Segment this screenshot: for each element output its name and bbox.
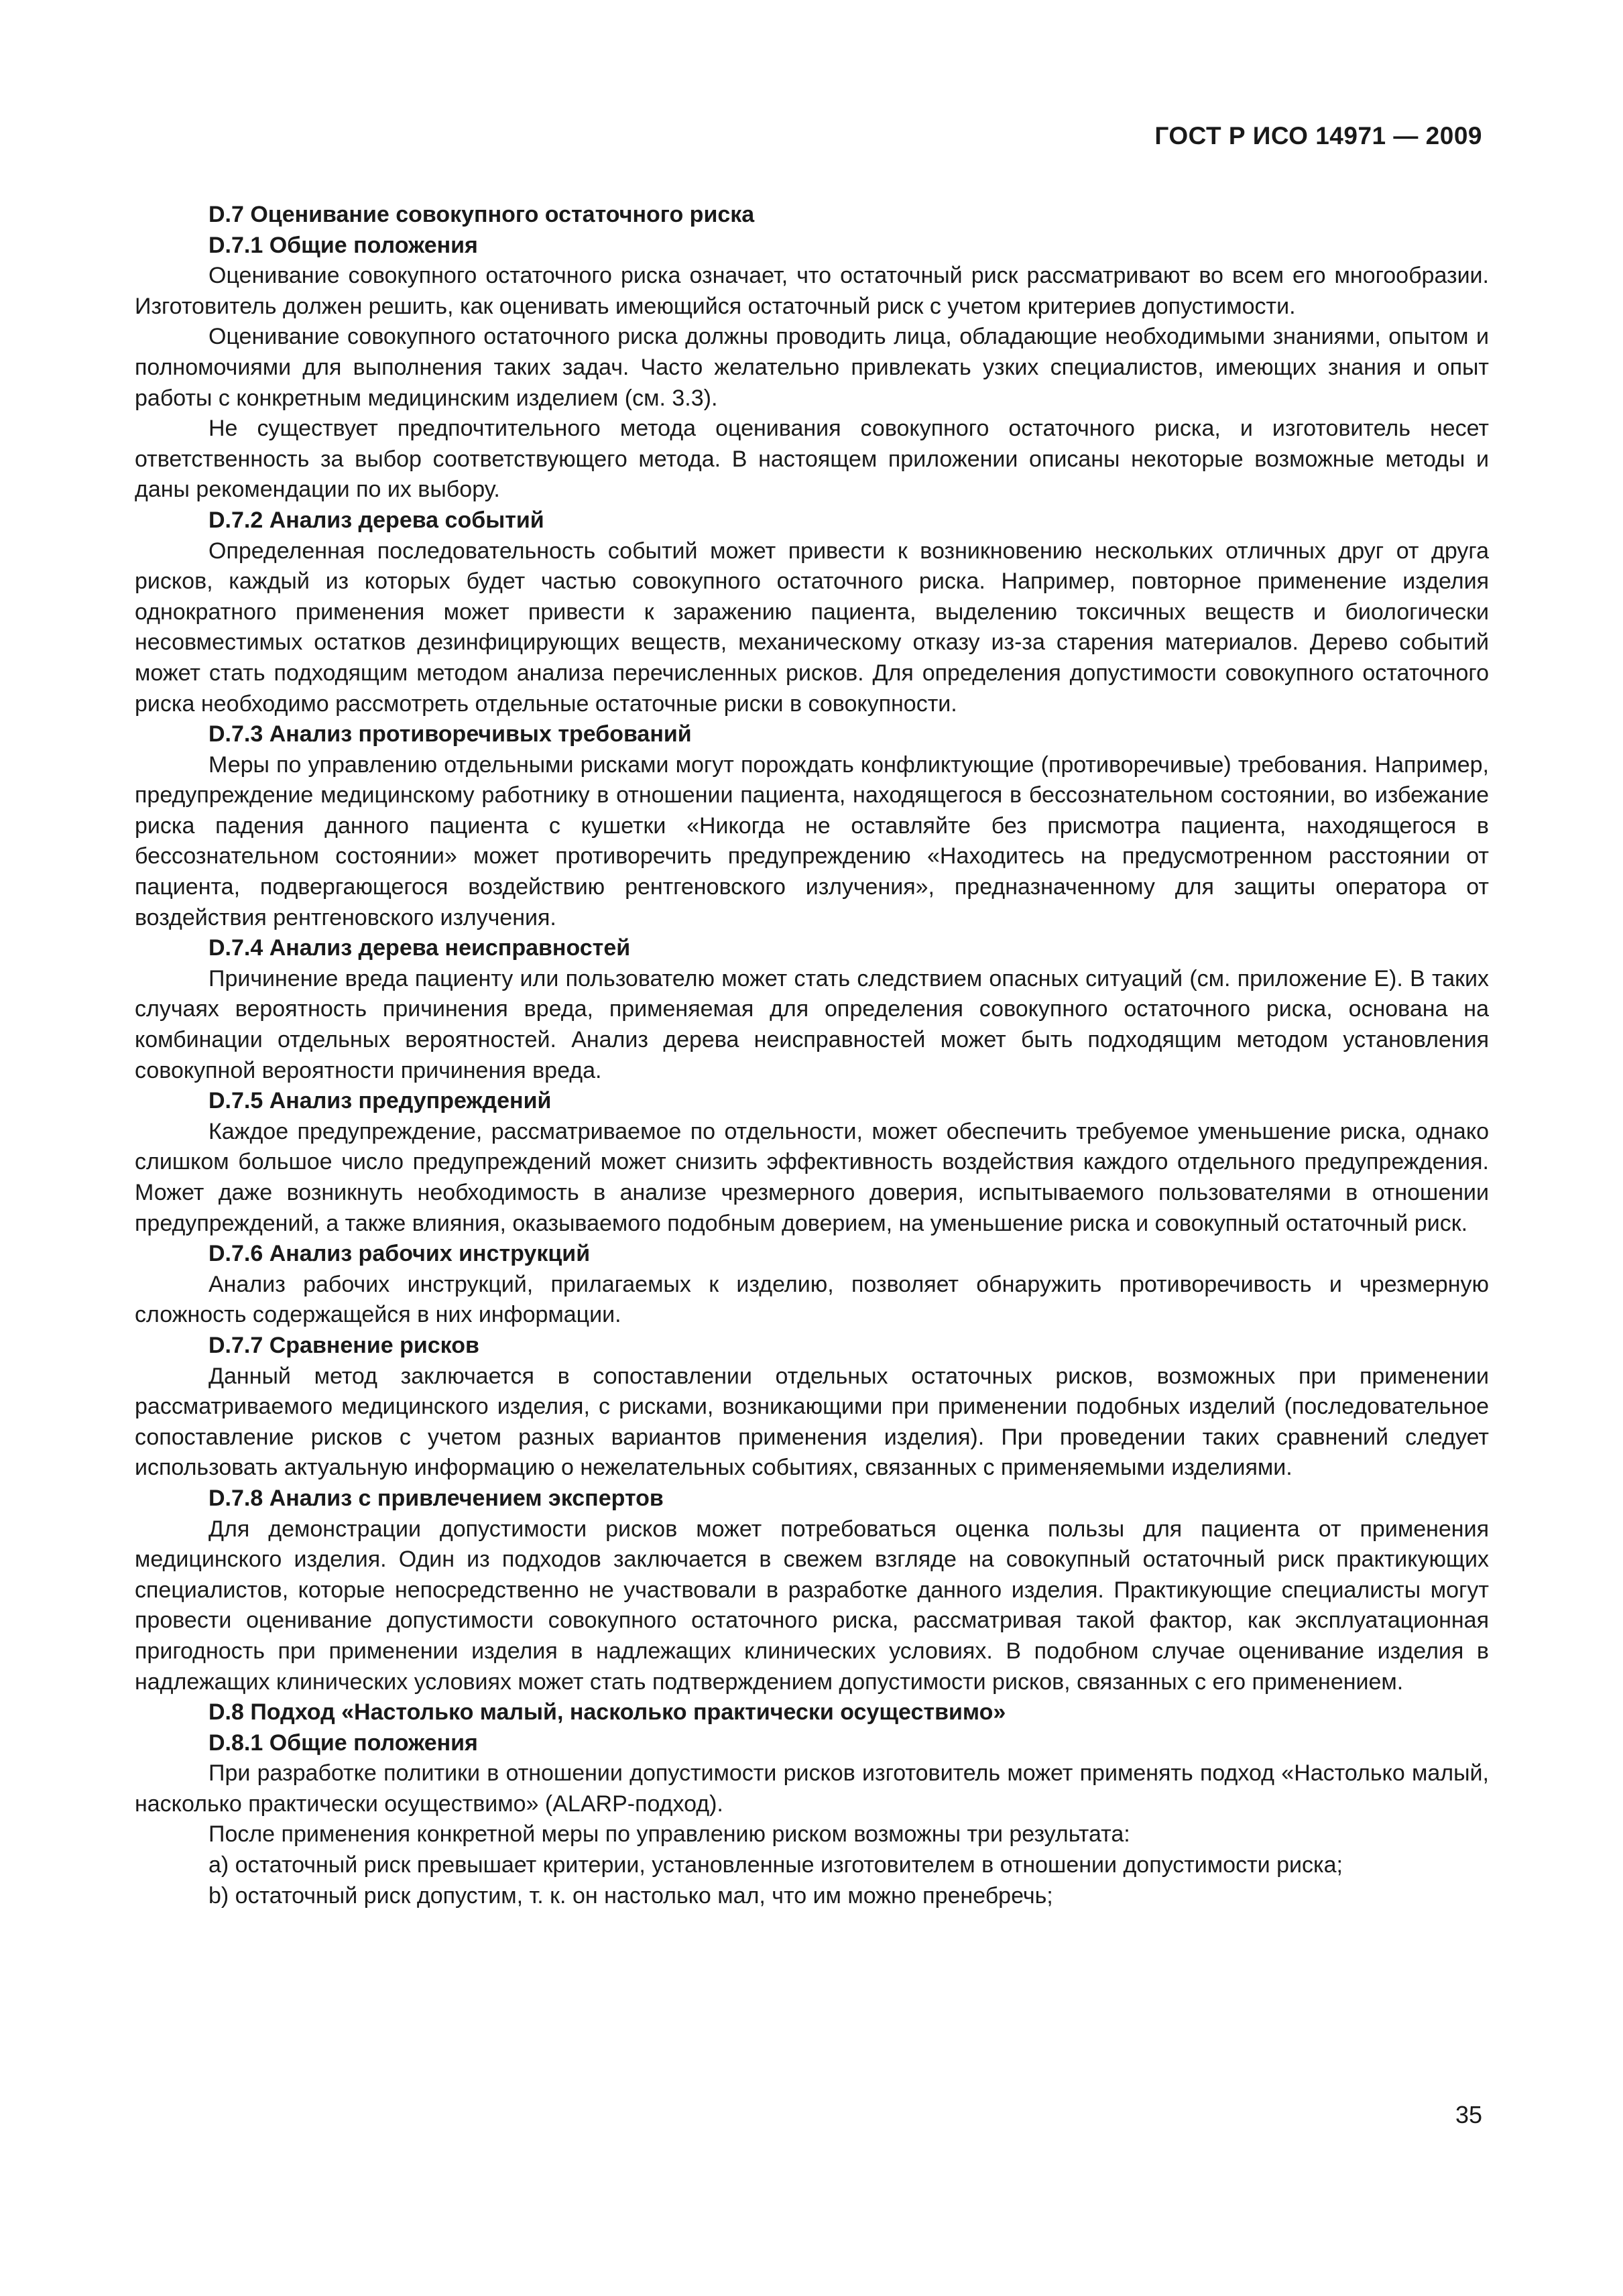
body-paragraph: При разработке политики в отношении допустимости рисков изготовитель может применять подход «Настолько малый, насколько практически осуществимо» (ALARP-подход). (135, 1760, 1489, 1817)
section-heading: D.7.5 Анализ предупреждений (208, 1088, 552, 1114)
body-paragraph: Анализ рабочих инструкций, прилагаемых к изделию, позволяет обнаружить противоречивость и чрезмерную сложность содержащейся в них информации. (135, 1271, 1489, 1328)
section-heading: D.7.7 Сравнение рисков (208, 1332, 479, 1358)
section-heading: D.7 Оценивание совокупного остаточного риска (208, 202, 755, 227)
section-heading: D.8 Подход «Настолько малый, насколько практически осуществимо» (208, 1699, 1006, 1726)
section-heading: D.7.3 Анализ противоречивых требований (208, 721, 692, 747)
body-paragraph: После применения конкретной меры по управлению риском возможны три результата: (208, 1821, 1130, 1848)
body-paragraph: Данный метод заключается в сопоставлении отдельных остаточных рисков, возможных при применении рассматриваемого медицинского изделия, с рисками, возникающими при применении подобных изделий (последовательное сопоставление рисков с учетом разных вариантов применения изделия). При проведении таких сравнений следует использовать актуальную информацию о нежелательных событиях, связанных с применяемыми изделиями. (135, 1363, 1489, 1481)
section-heading: D.8.1 Общие положения (208, 1730, 478, 1756)
section-heading: D.7.4 Анализ дерева неисправностей (208, 935, 631, 961)
document-body (135, 200, 1489, 1911)
body-paragraph: a) остаточный риск превышает критерии, установленные изготовителем в отношении допустимости риска; (208, 1852, 1343, 1878)
page-number: 35 (1455, 2101, 1482, 2128)
body-paragraph: Каждое предупреждение, рассматриваемое по отдельности, может обеспечить требуемое уменьшение риска, однако слишком большое число предупреждений может снизить эффективность воздействия каждого отдельного предупреждения. Может даже возникнуть необходимость в анализе чрезмерного доверия, испытываемого пользователями в отношении предупреждений, а также влияния, оказываемого подобным доверием, на уменьшение риска и совокупный остаточный риск. (135, 1118, 1489, 1236)
body-paragraph: b) остаточный риск допустим, т. к. он настолько мал, что им можно пренебречь; (208, 1882, 1053, 1909)
section-heading: D.7.2 Анализ дерева событий (208, 507, 544, 533)
body-paragraph: Определенная последовательность событий может привести к возникновению нескольких отличных друг от друга рисков, каждый из которых будет частью совокупного остаточного риска. Например, повторное применение изделия однократного применения может привести к заражению пациента, выделению токсичных веществ и биологически несовместимых остатков дезинфицирующих веществ, механическому отказу из-за старения материалов. Дерево событий может стать подходящим методом анализа перечисленных рисков. Для определения допустимости совокупного остаточного риска необходимо рассмотреть отдельные остаточные риски в совокупности. (135, 538, 1489, 717)
body-paragraph: Оценивание совокупного остаточного риска должны проводить лица, обладающие необходимыми знаниями, опытом и полномочиями для выполнения таких задач. Часто желательно привлекать узких специалистов, имеющих знания и опыт работы с конкретным медицинским изделием (см. 3.3). (135, 324, 1489, 411)
body-paragraph: Меры по управлению отдельными рисками могут порождать конфликтующие (противоречивые) требования. Например, предупреждение медицинскому работнику в отношении пациента, находящегося в бессознательном состоянии, во избежание риска падения данного пациента с кушетки «Никогда не оставляйте без присмотра пациента, находящегося в бессознательном состоянии» может противоречить предупреждению «Находитесь на предусмотренном расстоянии от пациента, подвергающегося воздействию рентгеновского излучения», предназначенному для защиты оператора от воздействия рентгеновского излучения. (135, 751, 1489, 930)
body-paragraph: Для демонстрации допустимости рисков может потребоваться оценка пользы для пациента от применения медицинского изделия. Один из подходов заключается в свежем взгляде на совокупный остаточный риск практикующих специалистов, которые непосредственно не участвовали в разработке данного изделия. Практикующие специалисты могут провести оценивание допустимости совокупного остаточного риска, рассматривая такой фактор, как эксплуатационная пригодность при применении изделия в надлежащих клинических условиях. В подобном случае оценивание изделия в надлежащих клинических условиях может стать подтверждением допустимости рисков, связанных с его применением. (135, 1516, 1489, 1695)
body-paragraph: Не существует предпочтительного метода оценивания совокупного остаточного риска, и изготовитель несет ответственность за выбор соответствующего метода. В настоящем приложении описаны некоторые возможные методы и даны рекомендации по их выбору. (135, 416, 1489, 503)
document-header: ГОСТ Р ИСО 14971 — 2009 (1154, 122, 1482, 149)
body-paragraph: Оценивание совокупного остаточного риска означает, что остаточный риск рассматривают во всем его многообразии. Изготовитель должен решить, как оценивать имеющийся остаточный риск с учетом критериев допустимости. (135, 263, 1489, 319)
section-heading: D.7.1 Общие положения (208, 232, 478, 258)
body-paragraph: Причинение вреда пациенту или пользователю может стать следствием опасных ситуаций (см. приложение Е). В таких случаях вероятность причинения вреда, применяемая для определения совокупного остаточного риска, основана на комбинации отдельных вероятностей. Анализ дерева неисправностей может быть подходящим методом установления совокупной вероятности причинения вреда. (135, 965, 1489, 1083)
section-heading: D.7.8 Анализ с привлечением экспертов (208, 1485, 664, 1511)
section-heading: D.7.6 Анализ рабочих инструкций (208, 1241, 591, 1267)
